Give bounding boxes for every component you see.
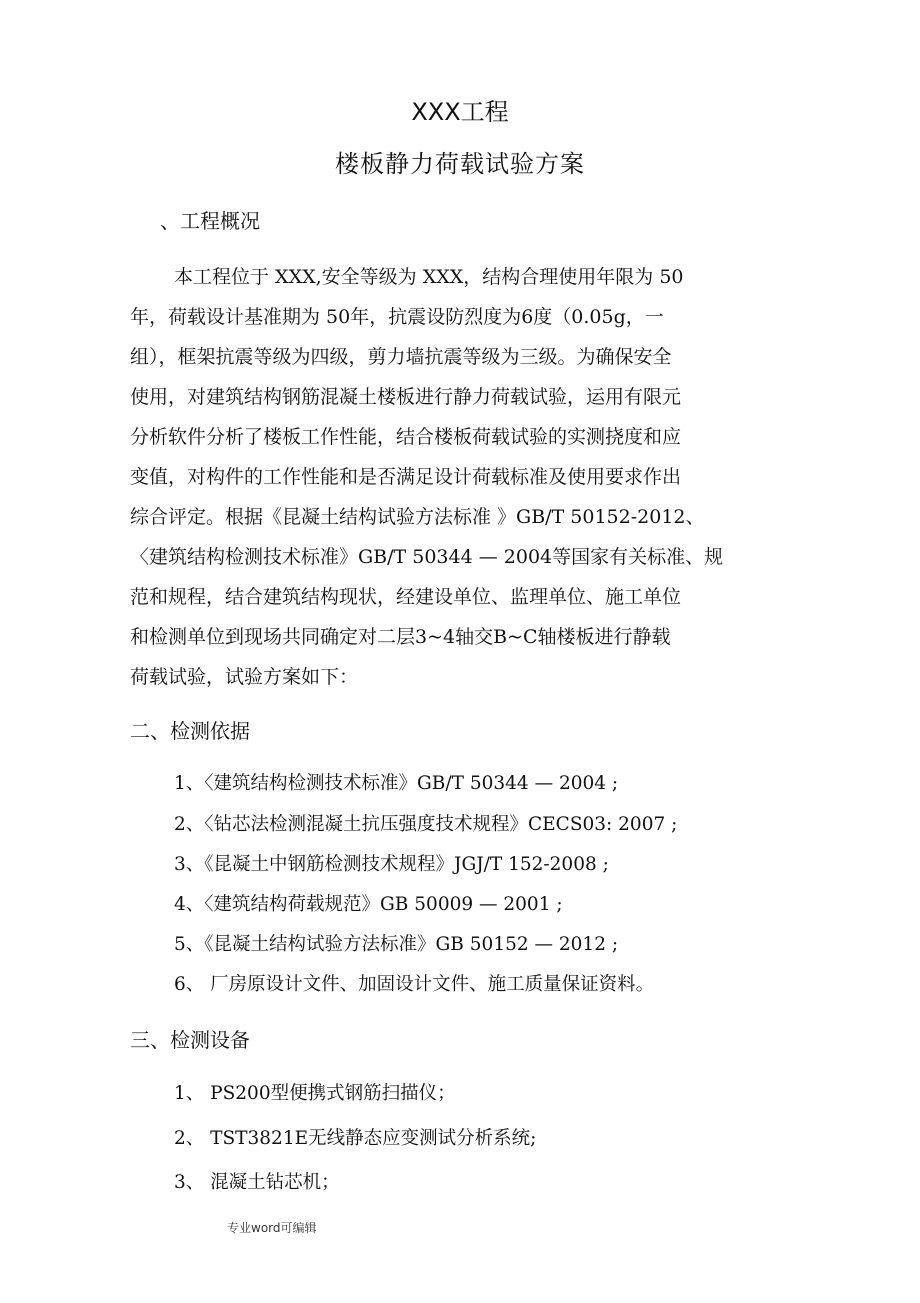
document-subtitle: 楼板静力荷载试验方案 — [335, 150, 585, 178]
basis-item: 5、《昆凝土结构试验方法标准》GB 50152 — 2012 ; — [174, 934, 619, 955]
section1-line: 年，荷载设计基准期为 50年，抗震设防烈度为6度（0.05g，一 — [130, 306, 664, 328]
basis-item: 2、〈钻芯法检测混凝土抗压强度技术规程》CECS03: 2007 ; — [174, 814, 678, 835]
section1-line: 荷载试验，试验方案如下： — [130, 666, 359, 688]
basis-item: 6、 厂房原设计文件、加固设计文件、施工质量保证资料。 — [174, 974, 655, 995]
basis-item: 3、《昆凝土中钢筋检测技术规程》JGJ/T 152-2008 ; — [174, 854, 609, 875]
section1-line: 〈建筑结构检测技术标准》GB/T 50344 — 2004等国家有关标准、规 — [130, 546, 724, 568]
equipment-item: 3、 混凝土钻芯机； — [174, 1172, 340, 1193]
document-title: XXX工程 — [411, 98, 509, 126]
equipment-item: 1、 PS200型便携式钢筋扫描仪； — [174, 1083, 456, 1104]
section1-line: 变值，对构件的工作性能和是否满足设计荷载标准及使用要求作出 — [130, 466, 682, 488]
section1-line: 和检测单位到现场共同确定对二层3~4轴交B~C轴楼板进行静载 — [130, 626, 671, 648]
basis-item: 1、〈建筑结构检测技术标准》GB/T 50344 — 2004 ; — [174, 773, 619, 794]
section1-line: 本工程位于 XXX,安全等级为 XXX，结构合理使用年限为 50 — [174, 266, 684, 288]
section1-line: 分析软件分析了楼板工作性能，结合楼板荷载试验的实测挠度和应 — [130, 426, 682, 448]
section3-heading: 三、检测设备 — [130, 1028, 250, 1052]
section1-line: 使用，对建筑结构钢筋混凝土楼板进行静力荷载试验，运用有限元 — [130, 386, 682, 408]
section1-line: 范和规程，结合建筑结构现状，经建设单位、监理单位、施工单位 — [130, 586, 682, 608]
page-footer: 专业word可编辑 — [227, 1221, 317, 1235]
section2-heading: 二、检测依据 — [130, 719, 250, 743]
basis-item: 4、〈建筑结构荷载规范》GB 50009 — 2001 ; — [174, 894, 563, 915]
equipment-item: 2、 TST3821E无线静态应变测试分析系统; — [174, 1128, 537, 1149]
section1-line: 组），框架抗震等级为四级，剪力墙抗震等级为三级。为确保安全 — [130, 346, 672, 368]
section1-heading: 、工程概况 — [160, 209, 260, 233]
section1-line: 综合评定。根据《昆凝土结构试验方法标准 》GB/T 50152-2012、 — [130, 506, 705, 528]
